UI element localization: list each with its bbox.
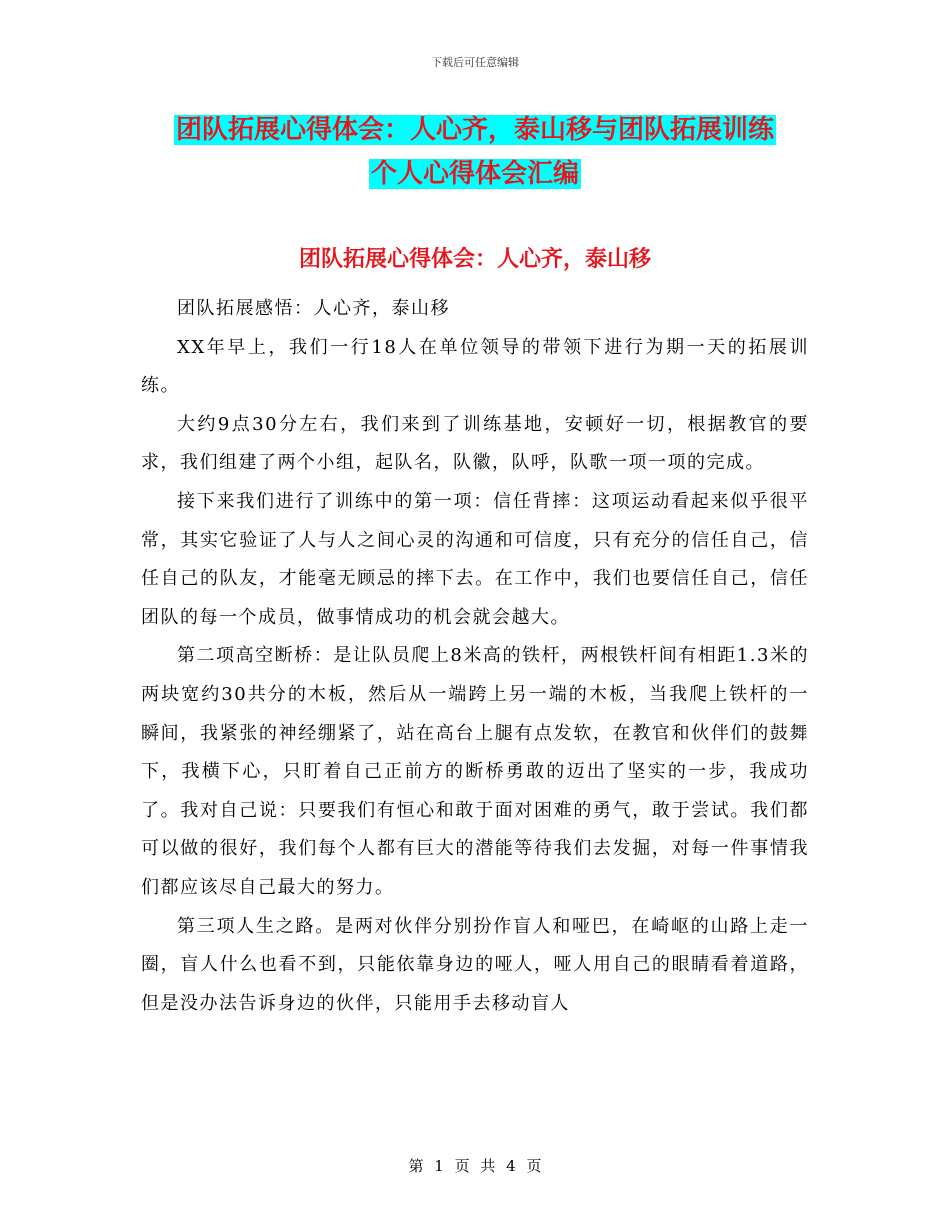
paragraph: XX年早上，我们一行18人在单位领导的带领下进行为期一天的拓展训练。 <box>141 336 809 397</box>
page-header-note: 下载后可任意编辑 <box>431 56 519 69</box>
document-body <box>141 290 809 1023</box>
document-title-line-2 <box>0 154 950 194</box>
page-number: 第 1 页 共 4 页 <box>408 1157 542 1175</box>
document-title-line-1 <box>0 110 950 150</box>
paragraph: 第二项高空断桥：是让队员爬上8米高的铁杆，两根铁杆间有相距1.3米的两块宽约30共分的木板，然后从一端跨上另一端的木板，当我爬上铁杆的一瞬间，我紧张的神经绷紧了，站在高台上腿有点发软，在教官和伙伴们的鼓舞下，我横下心，只盯着自己正前方的断桥勇敢的迈出了坚实的一步，我成功了。我对自己说：只要我们有恒心和敢于面对困难的勇气，敢于尝试。我们都可以做的很好，我们每个人都有巨大的潜能等待我们去发掘，对每一件事情我们都应该尽自己最大的努力。 <box>141 645 809 898</box>
paragraph: 接下来我们进行了训练中的第一项：信任背摔：这项运动看起来似乎很平常，其实它验证了人与人之间心灵的沟通和可信度，只有充分的信任自己，信任自己的队友，才能毫无顾忌的摔下去。在工作中，我们也要信任自己，信任团队的每一个成员，做事情成功的机会就会越大。 <box>141 490 809 628</box>
title-highlight-1: 团队拓展心得体会：人心齐，泰山移与团队拓展训练 <box>175 115 774 145</box>
section-title: 团队拓展心得体会：人心齐，泰山移 <box>298 247 651 272</box>
title-highlight-2: 个人心得体会汇编 <box>370 159 579 189</box>
paragraph: 团队拓展感悟：人心齐，泰山移 <box>177 298 450 319</box>
paragraph: 第三项人生之路。是两对伙伴分别扮作盲人和哑巴，在崎岖的山路上走一圈，盲人什么也看不到，只能依靠身边的哑人，哑人用自己的眼睛看着道路，但是没办法告诉身边的伙伴，只能用手去移动盲人 <box>141 915 809 1014</box>
paragraph: 大约9点30分左右，我们来到了训练基地，安顿好一切，根据教官的要求，我们组建了两个小组，起队名，队徽，队呼，队歌一项一项的完成。 <box>141 413 809 474</box>
